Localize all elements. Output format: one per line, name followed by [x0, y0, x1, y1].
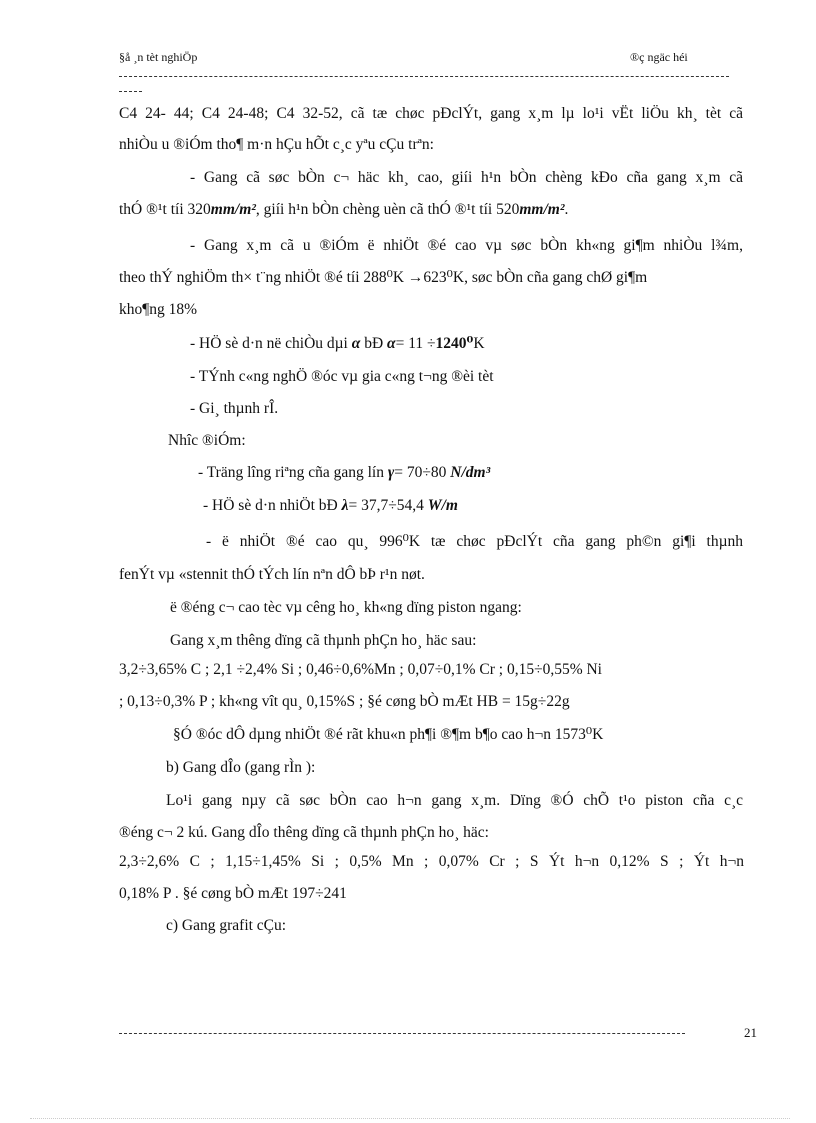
text-span: . — [564, 201, 569, 218]
value-span: 1240⁰ — [435, 335, 474, 352]
paragraph-line: ë ®éng c¬ cao tèc vµ cêng ho¸ kh«ng dïng piston ngang: — [170, 599, 522, 616]
text-span: = 11 ÷ — [395, 335, 436, 352]
paragraph-line: kho¶ng 18% — [119, 301, 198, 318]
footer-rule — [119, 1033, 685, 1034]
bullet-line — [203, 496, 743, 516]
text-span: - HÖ sè d·n në chiÒu dµi — [190, 335, 352, 352]
symbol-alpha: α — [351, 335, 361, 352]
symbol-alpha: α — [387, 335, 396, 352]
paragraph-line: nhiÒu u ®iÓm tho¶ m·n hÇu hÕt c¸c yªu cÇu trªn: — [119, 136, 434, 153]
bullet-line: - Gang x¸m cã u ®iÓm ë nhiÖt ®é cao vµ søc bÒn kh«ng gi¶m nhiÒu l¾m, — [190, 237, 743, 254]
text-span: thÓ ®¹t tíi 320 — [119, 201, 211, 218]
bullet-line: - Gi¸ thµnh rÎ. — [190, 400, 279, 417]
paragraph-line: C4 24- 44; C4 24-48; C4 32-52, cã tæ chøc pÐclÝt, gang x¸m lµ lo¹i vËt liÖu kh¸ tèt cã — [119, 105, 743, 122]
page-number: 21 — [744, 1025, 757, 1040]
unit-span: N/dm³ — [450, 464, 491, 481]
text-span: bÐ — [360, 335, 388, 352]
header-left-text: §å ¸n tèt nghiÖp — [119, 50, 198, 64]
unit-span: W/m — [427, 497, 458, 514]
composition-line: 2,3÷2,6% C ; 1,15÷1,45% Si ; 0,5% Mn ; 0,07% Cr ; S Ýt h¬n 0,12% S ; Ýt h¬n — [119, 853, 744, 870]
text-span: - Träng lîng riªng cña gang lín — [198, 464, 388, 481]
unit-span: mm/m² — [210, 201, 256, 218]
header-rule-continuation — [119, 91, 142, 92]
text-span: - HÖ sè d·n nhiÖt bÐ — [203, 497, 342, 514]
paragraph-line: §Ó ®óc dÔ dµng nhiÖt ®é rãt khu«n ph¶i ®¶m b¶o cao h¬n 1573⁰K — [173, 726, 604, 743]
paragraph-line: Lo¹i gang nµy cã søc bÒn cao h¬n gang x¸m. Dïng ®Ó chÕ t¹o piston cña c¸c — [166, 792, 743, 809]
paragraph-line: ®éng c¬ 2 kú. Gang dÎo thêng dïng cã thµnh phÇn ho¸ häc: — [119, 824, 489, 841]
text-span: K — [473, 335, 485, 352]
page-edge-dotted-line — [30, 1118, 790, 1119]
symbol-lambda: λ — [341, 497, 349, 514]
bullet-line: - ë nhiÖt ®é cao qu¸ 996⁰K tæ chøc pÐclÝt cña gang ph©n gi¶i thµnh — [206, 533, 743, 550]
text-span: = 37,7÷54,4 — [348, 497, 428, 514]
subsection-heading: c) Gang grafit cÇu: — [166, 917, 287, 934]
text-span: , giíi h¹n bÒn chèng uèn cã thÓ ®¹t tíi 520 — [255, 201, 520, 218]
section-label: Nhîc ®iÓm: — [168, 432, 246, 449]
bullet-line: - Gang cã søc bÒn c¬ häc kh¸ cao, giíi h¹n bÒn chèng kÐo cña gang x¸m cã — [190, 169, 743, 186]
composition-line: ; 0,13÷0,3% P ; kh«ng vît qu¸ 0,15%S ; §é cøng bÒ mÆt HB = 15g÷22g — [119, 693, 570, 710]
paragraph-line: 0,18% P . §é cøng bÒ mÆt 197÷241 — [119, 885, 347, 902]
paragraph-line: Gang x¸m thêng dïng cã thµnh phÇn ho¸ häc sau: — [170, 632, 477, 649]
subsection-heading: b) Gang dÎo (gang rÌn ): — [166, 759, 316, 776]
unit-span: mm/m² — [519, 201, 565, 218]
bullet-line — [190, 334, 743, 354]
paragraph-line: theo thÝ nghiÖm th× t¨ng nhiÖt ®é tíi 288⁰K →623⁰K, søc bÒn cña gang chØ gi¶m — [119, 269, 648, 286]
paragraph-line — [119, 200, 743, 220]
text-span: = 70÷80 — [394, 464, 451, 481]
symbol-gamma: γ — [387, 464, 395, 481]
bullet-line: - TÝnh c«ng nghÖ ®óc vµ gia c«ng t¬ng ®èi tèt — [190, 368, 494, 385]
header-rule — [119, 76, 729, 77]
header-right-text: ®ç ngäc héi — [630, 50, 688, 64]
bullet-line — [198, 463, 743, 483]
composition-line: 3,2÷3,65% C ; 2,1 ÷2,4% Si ; 0,46÷0,6%Mn ; 0,07÷0,1% Cr ; 0,15÷0,55% Ni — [119, 661, 602, 678]
paragraph-line: fenÝt vµ «stennit thÓ tÝch lín nªn dÔ bÞ r¹n nøt. — [119, 566, 425, 583]
